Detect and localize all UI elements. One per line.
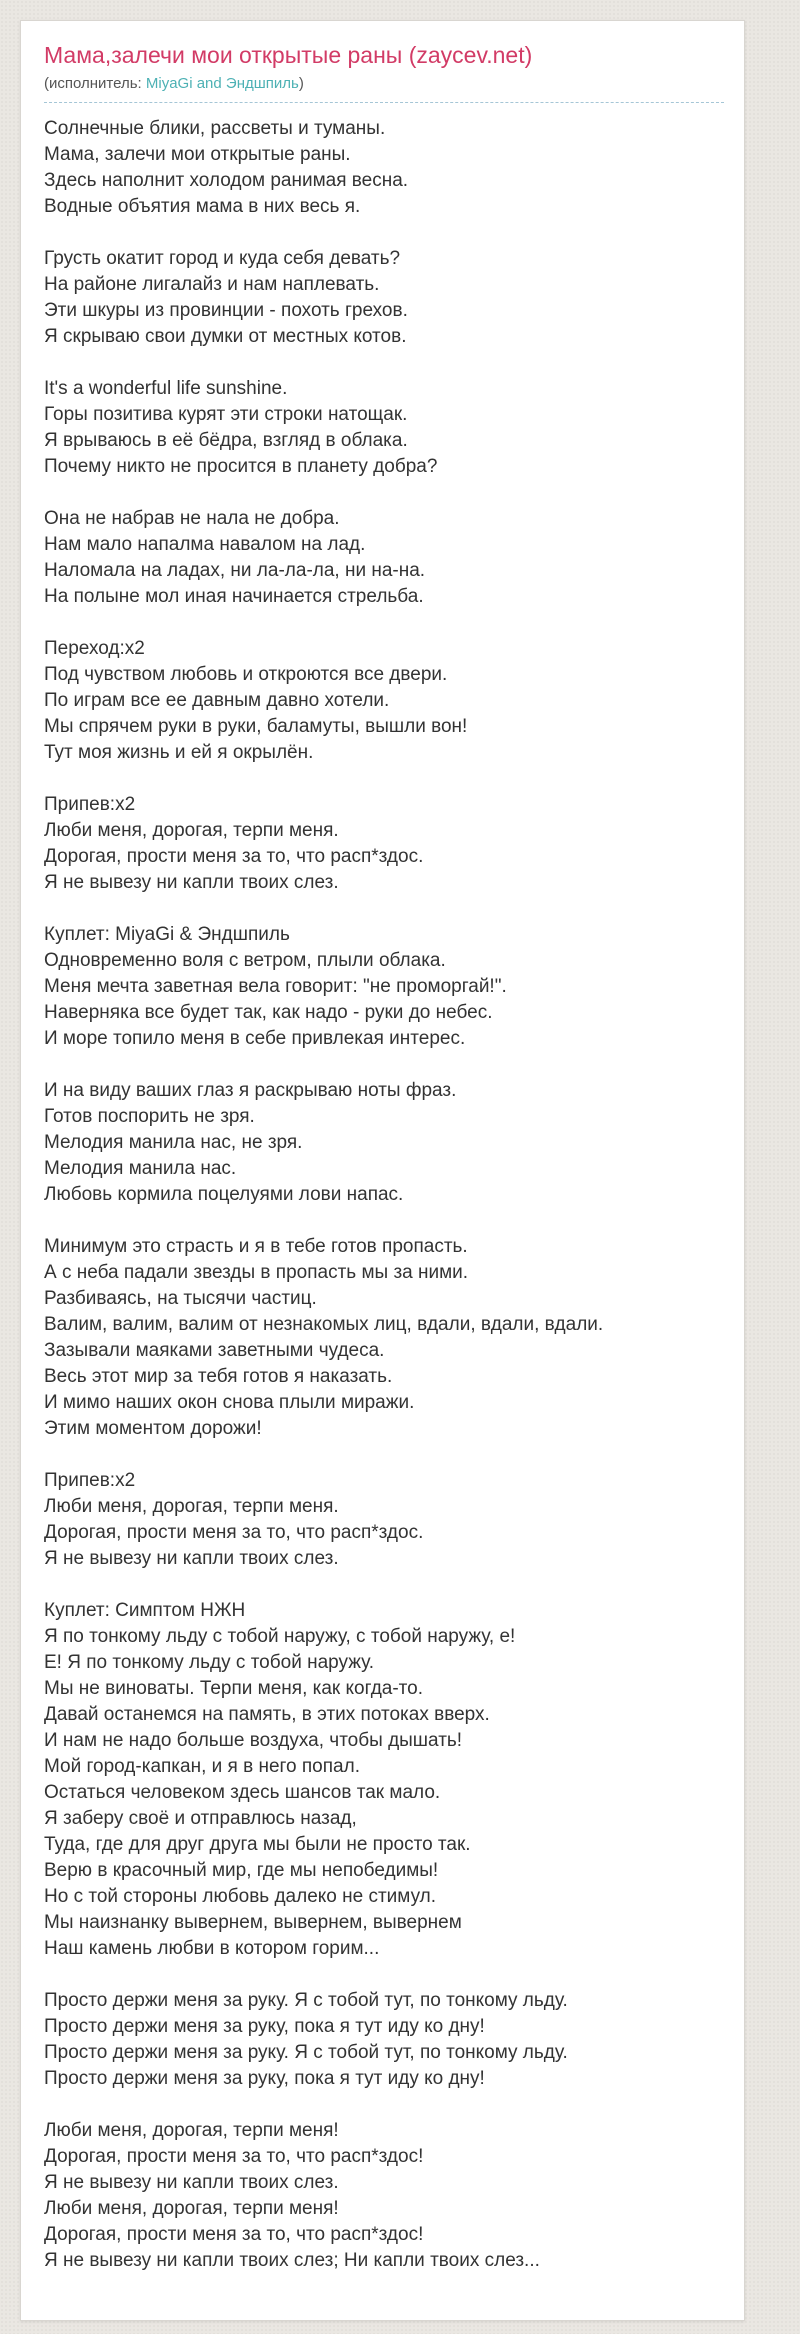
lyric-line: А с неба падали звезды в пропасть мы за ними.	[44, 1262, 469, 1283]
lyric-line: Тут моя жизнь и ей я окрылён.	[44, 742, 314, 763]
lyric-line: Туда, где для друг друга мы были не просто так.	[44, 1834, 471, 1855]
lyric-line: Водные объятия мама в них весь я.	[44, 196, 361, 217]
lyric-line: Мама, залечи мои открытые раны.	[44, 144, 351, 165]
stanza	[44, 116, 724, 220]
lyric-line: Здесь наполнит холодом ранимая весна.	[44, 170, 409, 191]
lyric-line: Я врываюсь в её бёдра, взгляд в облака.	[44, 430, 408, 451]
artist-label-prefix: (исполнитель:	[44, 75, 146, 92]
lyric-line: Весь этот мир за тебя готов я наказать.	[44, 1366, 393, 1387]
lyric-line: Наломала на ладах, ни ла-ла-ла, ни на-на.	[44, 560, 426, 581]
lyric-line: Дорогая, прости меня за то, что расп*здос!	[44, 2146, 424, 2167]
lyric-line: Давай останемся на память, в этих потоках вверх.	[44, 1704, 490, 1725]
stanza	[44, 376, 724, 480]
stanza	[44, 506, 724, 610]
lyric-line: Переход:x2	[44, 638, 145, 659]
lyric-line: Мы наизнанку вывернем, вывернем, вывернем	[44, 1912, 462, 1933]
lyric-line: Я не вывезу ни капли твоих слез; Ни капли твоих слез...	[44, 2250, 540, 2271]
lyric-line: Просто держи меня за руку. Я с тобой тут, по тонкому льду.	[44, 2042, 568, 2063]
stanza	[44, 922, 724, 1052]
lyric-line: Припев:x2	[44, 1470, 136, 1491]
artist-link[interactable]: MiyaGi and Эндшпиль	[145, 75, 299, 92]
lyric-line: Наверняка все будет так, как надо - руки до небес.	[44, 1002, 493, 1023]
lyrics-card	[20, 20, 745, 2321]
lyric-line: И море топило меня в себе привлекая интерес.	[44, 1028, 466, 1049]
lyric-line: Просто держи меня за руку. Я с тобой тут, по тонкому льду.	[44, 1990, 568, 2011]
stanza	[44, 636, 724, 766]
lyric-line: Е! Я по тонкому льду с тобой наружу.	[44, 1652, 375, 1673]
lyric-line: Припев:x2	[44, 794, 136, 815]
page-title: Мама,залечи мои открытые раны (zaycev.net)	[44, 42, 533, 68]
lyric-line: Я заберу своё и отправлюсь назад,	[44, 1808, 357, 1829]
stanza	[44, 1988, 724, 2092]
lyric-line: Я не вывезу ни капли твоих слез.	[44, 1548, 339, 1569]
lyric-line: Мы спрячем руки в руки, баламуты, вышли вон!	[44, 716, 468, 737]
stanza	[44, 2118, 724, 2274]
lyric-line: Я по тонкому льду с тобой наружу, с тобой наружу, е!	[44, 1626, 516, 1647]
lyric-line: Мелодия манила нас, не зря.	[44, 1132, 303, 1153]
lyric-line: Люби меня, дорогая, терпи меня.	[44, 820, 339, 841]
stanza	[44, 792, 724, 896]
lyrics	[44, 116, 724, 2274]
lyric-line: Солнечные блики, рассветы и туманы.	[44, 118, 386, 139]
lyric-line: Грусть окатит город и куда себя девать?	[44, 248, 401, 269]
stanza	[44, 1468, 724, 1572]
lyric-line: Мелодия манила нас.	[44, 1158, 237, 1179]
lyric-line: Она не набрав не нала не добра.	[44, 508, 340, 529]
lyric-line: По играм все ее давным давно хотели.	[44, 690, 390, 711]
lyric-line: Одновременно воля с ветром, плыли облака.	[44, 950, 446, 971]
lyric-line: Мой город-капкан, и я в него попал.	[44, 1756, 360, 1777]
lyric-line: Дорогая, прости меня за то, что расп*здос!	[44, 2224, 424, 2245]
lyric-line: Наш камень любви в котором горим...	[44, 1938, 380, 1959]
lyric-line: Этим моментом дорожи!	[44, 1418, 262, 1439]
lyric-line: Я не вывезу ни капли твоих слез.	[44, 872, 339, 893]
lyric-line: Просто держи меня за руку, пока я тут иду ко дну!	[44, 2068, 485, 2089]
lyric-line: Остаться человеком здесь шансов так мало.	[44, 1782, 441, 1803]
lyric-line: Я скрываю свои думки от местных котов.	[44, 326, 407, 347]
artist-line	[44, 74, 724, 103]
stanza	[44, 1598, 724, 1962]
lyric-line: Верю в красочный мир, где мы непобедимы!	[44, 1860, 439, 1881]
lyric-line: Мы не виноваты. Терпи меня, как когда-то.	[44, 1678, 424, 1699]
stanza	[44, 1078, 724, 1208]
lyric-line: Дорогая, прости меня за то, что расп*здос.	[44, 846, 424, 867]
lyric-line: Под чувством любовь и откроются все двери.	[44, 664, 448, 685]
lyric-line: Люби меня, дорогая, терпи меня.	[44, 1496, 339, 1517]
lyric-line: На районе лигалайз и нам наплевать.	[44, 274, 380, 295]
page	[0, 20, 800, 2334]
lyric-line: Я не вывезу ни капли твоих слез.	[44, 2172, 339, 2193]
lyric-line: Зазывали маяками заветными чудеса.	[44, 1340, 385, 1361]
lyric-line: Нам мало напалма навалом на лад.	[44, 534, 366, 555]
lyric-line: Меня мечта заветная вела говорит: "не проморгай!".	[44, 976, 507, 997]
lyric-line: Куплет: MiyaGi & Эндшпиль	[44, 924, 290, 945]
artist-label-suffix: )	[298, 75, 304, 92]
lyric-line: И на виду ваших глаз я раскрываю ноты фраз.	[44, 1080, 457, 1101]
lyric-line: Люби меня, дорогая, терпи меня!	[44, 2198, 339, 2219]
stanza	[44, 1234, 724, 1442]
lyric-line: Разбиваясь, на тысячи частиц.	[44, 1288, 317, 1309]
lyric-line: Просто держи меня за руку, пока я тут иду ко дну!	[44, 2016, 485, 2037]
lyric-line: Готов поспорить не зря.	[44, 1106, 255, 1127]
lyric-line: Горы позитива курят эти строки натощак.	[44, 404, 408, 425]
lyric-line: Куплет: Симптом НЖН	[44, 1600, 246, 1621]
lyric-line: It's a wonderful life sunshine.	[44, 378, 288, 399]
lyric-line: Эти шкуры из провинции - похоть грехов.	[44, 300, 408, 321]
lyric-line: Любовь кормила поцелуями лови напас.	[44, 1184, 404, 1205]
stanza	[44, 246, 724, 350]
lyric-line: Валим, валим, валим от незнакомых лиц, вдали, вдали, вдали.	[44, 1314, 604, 1335]
lyric-line: Люби меня, дорогая, терпи меня!	[44, 2120, 339, 2141]
lyric-line: И нам не надо больше воздуха, чтобы дышать!	[44, 1730, 463, 1751]
lyric-line: На полыне мол иная начинается стрельба.	[44, 586, 424, 607]
lyric-line: Минимум это страсть и я в тебе готов пропасть.	[44, 1236, 468, 1257]
lyric-line: Почему никто не просится в планету добра?	[44, 456, 438, 477]
lyric-line: И мимо наших окон снова плыли миражи.	[44, 1392, 415, 1413]
lyric-line: Но с той стороны любовь далеко не стимул.	[44, 1886, 437, 1907]
lyric-line: Дорогая, прости меня за то, что расп*здос.	[44, 1522, 424, 1543]
